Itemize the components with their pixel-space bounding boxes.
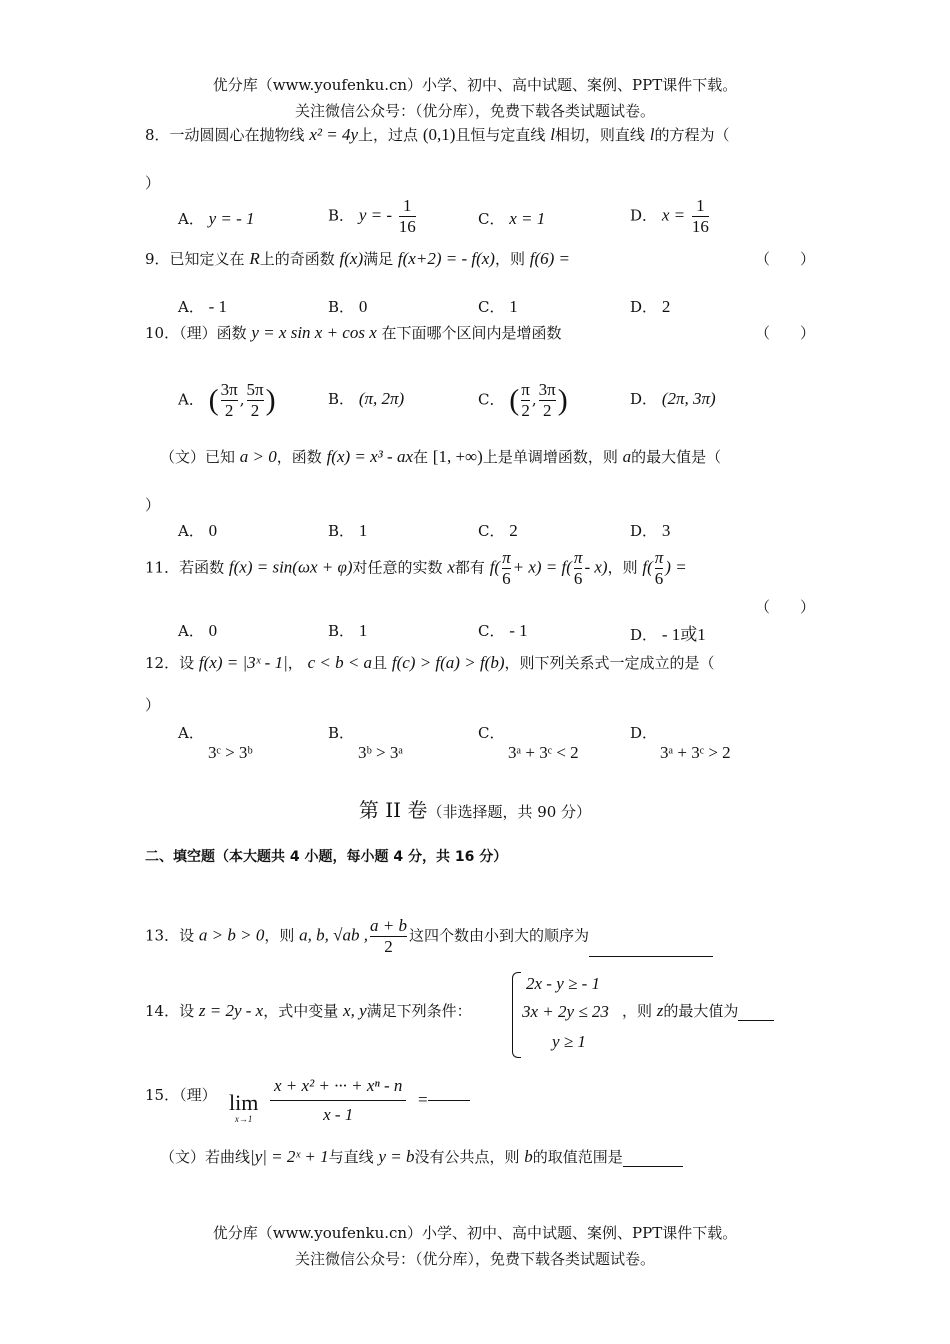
- question-9-stem: [145, 248, 570, 269]
- system-brace: [512, 972, 521, 1058]
- question-number: 9．: [145, 250, 170, 268]
- denominator: 6: [502, 569, 511, 588]
- condition: f(x+2) = - f(x): [397, 249, 495, 268]
- q8-option-a: [178, 208, 255, 229]
- footer-line-2: 关注微信公众号：（优分库），免费下载各类试题试卷。: [294, 1250, 655, 1268]
- condition: a > b > 0: [198, 925, 265, 945]
- q9-option-b: [328, 296, 367, 317]
- fraction: [399, 196, 416, 237]
- footer-line-1: 优分库（www.youfenku.cn）小学、初中、高中试题、案例、PPT课件下载。: [212, 1224, 738, 1242]
- option-value: y = - 1: [208, 209, 255, 228]
- option-label: A．: [178, 390, 204, 409]
- constraint-3: y ≥ 1: [552, 1032, 586, 1051]
- q10w-option-b: [328, 520, 367, 541]
- q11-option-a: [178, 620, 217, 641]
- q12-option-a: [178, 722, 253, 763]
- option-label: A．: [178, 622, 204, 640]
- option-label: A．: [178, 724, 204, 742]
- q10-option-a: A． ( $\frac{3\pi}{2}$ , $\frac{5\pi}{2}$ ): [178, 380, 276, 420]
- option-label: B．: [328, 390, 355, 408]
- text: 对任意的实数: [352, 558, 443, 577]
- header-line-2: 关注微信公众号：（优分库），免费下载各类试题试卷。: [294, 102, 655, 120]
- option-value: 3ᵇ > 3ᵃ: [358, 743, 403, 762]
- constraint-1: 2x - y ≥ - 1: [526, 974, 600, 993]
- option-value: - 1或1: [661, 625, 706, 644]
- option-label: D．: [630, 298, 658, 316]
- question-15-stem: [145, 1084, 217, 1105]
- option-label: C．: [478, 210, 505, 228]
- option-value: 1: [358, 621, 368, 640]
- text: 且恒与定直线: [455, 126, 546, 144]
- paren: (: [208, 383, 219, 417]
- line-l: l: [550, 125, 555, 144]
- option-label: D．: [630, 206, 658, 225]
- text: 上是单调增函数，则: [482, 448, 618, 466]
- answer-paren: （ ）: [755, 598, 816, 616]
- fraction: [270, 1076, 406, 1125]
- text: ，则: [607, 558, 638, 577]
- text: 的方程为（: [654, 126, 730, 144]
- option-value: 1: [509, 297, 518, 316]
- numerator: 1: [696, 196, 705, 215]
- option-label: C．: [478, 622, 505, 640]
- paren: ): [557, 383, 568, 417]
- option-value: (π, 2π): [358, 389, 405, 408]
- fraction: [574, 548, 583, 589]
- option-value: - 1: [509, 621, 528, 640]
- q11-option-c: [478, 620, 528, 641]
- option-value: 2: [509, 521, 518, 540]
- text: （文）已知: [160, 448, 236, 466]
- question-12-stem: [145, 652, 715, 673]
- numerator: π: [502, 548, 511, 567]
- numerator: 5π: [246, 380, 264, 399]
- option-label: C．: [478, 390, 505, 409]
- text: ，函数: [276, 448, 322, 466]
- option-label: C．: [478, 522, 505, 540]
- question-14-tail: [622, 1000, 774, 1021]
- expr: - x): [584, 557, 608, 577]
- text: 都有: [454, 558, 485, 577]
- option-label: A．: [178, 522, 204, 540]
- q9-option-c: [478, 296, 518, 317]
- function: y = x sin x + cos x: [251, 323, 377, 342]
- answer-paren: （ ）: [755, 250, 816, 268]
- text: 的最大值为: [663, 1002, 739, 1020]
- text: ，: [287, 654, 303, 672]
- option-label: A．: [178, 298, 204, 316]
- text: 相切，则直线: [554, 126, 645, 144]
- denominator: 16: [398, 217, 416, 236]
- fraction: [655, 548, 664, 589]
- option-label: B．: [328, 522, 355, 540]
- q12-close-paren: ）: [145, 696, 161, 714]
- variable: b: [524, 1147, 533, 1166]
- q12-option-d: [630, 722, 731, 763]
- section-2-heading: [0, 794, 950, 823]
- q12-option-c: [478, 722, 579, 763]
- line: y = b: [378, 1147, 415, 1166]
- q9-option-d: [630, 296, 670, 317]
- text: ，则: [622, 1002, 653, 1020]
- option-value: 3: [661, 521, 671, 540]
- option-value: y = -: [358, 205, 392, 225]
- text: 设: [179, 926, 195, 945]
- text: 且: [372, 654, 388, 672]
- option-value: 3ᶜ > 3ᵇ: [208, 743, 253, 762]
- option-value: 0: [208, 521, 218, 540]
- numerator: 3π: [538, 380, 556, 399]
- q11-option-b: [328, 620, 367, 641]
- option-value: x =: [661, 205, 686, 225]
- text: 的最大值是（: [631, 448, 722, 466]
- fraction: [370, 916, 407, 957]
- q9-option-a: [178, 296, 227, 317]
- denominator: 2: [521, 401, 530, 420]
- denominator: 2: [539, 400, 556, 421]
- objective: z = 2y - x: [198, 1001, 264, 1020]
- option-label: D．: [630, 626, 658, 644]
- text: 没有公共点，则: [414, 1148, 520, 1166]
- question-number: 13．: [145, 926, 180, 945]
- text: 上的奇函数: [259, 250, 335, 268]
- text: 在下面哪个区间内是增函数: [381, 324, 562, 342]
- text: 设: [179, 1002, 195, 1020]
- option-value: x = 1: [509, 209, 546, 228]
- constraint-2: 3x + 2y ≤ 23: [522, 1002, 609, 1021]
- fraction: [692, 196, 709, 237]
- question-number: 10．: [145, 324, 180, 342]
- expression-list: a, b, √ab ,: [299, 925, 368, 945]
- denominator: 2: [370, 936, 407, 957]
- question-11-stem: [145, 548, 687, 589]
- lim: lim: [229, 1090, 259, 1115]
- limit-fraction: [268, 1076, 408, 1125]
- text: 设: [179, 654, 195, 672]
- text: 满足下列条件：: [366, 1002, 472, 1020]
- text: 一动圆圆心在抛物线: [169, 126, 305, 144]
- interval: [1, +∞): [432, 447, 483, 466]
- numerator: π: [573, 548, 583, 567]
- numerator: a + b: [369, 916, 407, 935]
- answer-blank[interactable]: [738, 1006, 774, 1021]
- option-value: 3ᵃ + 3ᶜ < 2: [508, 743, 579, 762]
- option-label: B．: [328, 622, 355, 640]
- point: (0,1): [422, 125, 456, 144]
- function: f(x) = sin(ωx + φ): [228, 557, 353, 577]
- condition: c < b < a: [307, 653, 373, 672]
- condition: a > 0: [239, 447, 277, 466]
- text: 若函数: [179, 558, 225, 577]
- option-value: 1: [358, 521, 368, 540]
- q15-equals: [418, 1090, 470, 1110]
- fraction: [502, 548, 511, 589]
- q8-close-paren: ）: [145, 174, 161, 192]
- q10w-option-a: [178, 520, 217, 541]
- question-10-stem: [145, 322, 562, 343]
- question-8-stem: [145, 124, 729, 145]
- q10-option-b: [328, 388, 404, 409]
- question-10-wen: [160, 446, 721, 467]
- option-label: B．: [328, 206, 355, 225]
- ask: f(6) =: [529, 249, 571, 268]
- text: 在: [413, 448, 429, 466]
- parabola-equation: x² = 4y: [309, 125, 359, 144]
- fraction: [521, 380, 530, 421]
- function: f(x) = |3ˣ - 1|: [198, 653, 288, 672]
- denominator: 6: [573, 569, 583, 588]
- function: f(x): [339, 249, 364, 268]
- answer-blank[interactable]: [589, 942, 713, 957]
- variable: x: [447, 557, 455, 577]
- option-label: B．: [328, 724, 355, 742]
- q10w-option-d: [630, 520, 670, 541]
- option-value: 2: [661, 297, 671, 316]
- question-number: 15．: [145, 1086, 180, 1104]
- section-subtitle: （非选择题，共 90 分）: [427, 803, 592, 821]
- question-number: 14．: [145, 1002, 180, 1020]
- denominator: 16: [691, 217, 709, 236]
- expr: + x) = f(: [512, 557, 572, 577]
- option-label: A．: [178, 210, 204, 228]
- numerator: 1: [403, 196, 412, 215]
- line-l: l: [649, 125, 655, 144]
- denominator: 2: [221, 400, 238, 421]
- question-14-stem: [145, 1000, 472, 1021]
- text: ，则: [494, 250, 525, 268]
- text: （文）若曲线: [160, 1148, 251, 1166]
- numerator: 3π: [220, 380, 238, 399]
- text: 这四个数由小到大的顺序为: [408, 926, 589, 945]
- q8-option-b: [328, 196, 418, 237]
- curve: |y| = 2ˣ + 1: [250, 1147, 329, 1166]
- option-label: D．: [630, 724, 658, 742]
- question-number: 8．: [145, 126, 170, 144]
- option-label: C．: [478, 724, 505, 742]
- q10w-option-c: [478, 520, 518, 541]
- text: （理）: [179, 1086, 217, 1104]
- option-value: 3ᵃ + 3ᶜ > 2: [660, 743, 731, 762]
- numerator: π: [521, 380, 530, 399]
- variable: z: [656, 1001, 664, 1020]
- answer-paren: （ ）: [755, 324, 816, 342]
- condition: f(c) > f(a) > f(b): [391, 653, 505, 672]
- variable: a: [622, 447, 632, 466]
- text: 已知定义在: [169, 250, 245, 268]
- option-label: B．: [328, 298, 355, 316]
- fraction: [539, 380, 556, 421]
- question-number: 11．: [145, 558, 180, 577]
- q12-option-b: [328, 722, 403, 763]
- option-value: 0: [208, 621, 218, 640]
- text: 的取值范围是: [532, 1148, 623, 1166]
- question-13-stem: [145, 916, 713, 957]
- expr: f(: [642, 557, 653, 577]
- text: ，式中变量: [263, 1002, 339, 1020]
- q8-option-d: [630, 196, 711, 237]
- option-value: 0: [358, 297, 368, 316]
- q10-option-c: C． ( $\frac{\pi}{2}$ , $\frac{3\pi}{2}$ ): [478, 380, 568, 420]
- text: ，则: [264, 926, 295, 945]
- expr: ) =: [665, 557, 687, 577]
- fraction: [247, 380, 264, 421]
- variables: x, y: [343, 1001, 367, 1020]
- paren: (: [509, 383, 520, 417]
- option-value: - 1: [208, 297, 228, 316]
- option-label: C．: [478, 298, 505, 316]
- option-label: D．: [630, 522, 658, 540]
- fraction: [221, 380, 238, 421]
- set-r: R: [249, 249, 260, 268]
- denominator: 6: [654, 569, 664, 588]
- limit-operator: [229, 1092, 258, 1124]
- q10-wen-close: ）: [145, 496, 161, 514]
- q11-option-d: [630, 620, 706, 645]
- equals: =: [418, 1090, 428, 1109]
- option-value: (2π, 3π): [661, 389, 716, 408]
- numerator: x + x² + ··· + xⁿ - n: [274, 1076, 403, 1095]
- text: 上，过点: [358, 126, 419, 144]
- header-line-1: 优分库（www.youfenku.cn）小学、初中、高中试题、案例、PPT课件下载。: [212, 76, 738, 94]
- lim-subscript: x→1: [234, 1114, 253, 1124]
- fill-section-title: 二、填空题（本大题共 4 小题，每小题 4 分，共 16 分）: [145, 849, 508, 865]
- text: 满足: [363, 250, 394, 268]
- text: ，则下列关系式一定成立的是（: [504, 654, 715, 672]
- answer-blank[interactable]: [623, 1152, 683, 1167]
- denominator: 2: [247, 400, 264, 421]
- denominator: x - 1: [270, 1100, 406, 1125]
- q10-option-d: [630, 388, 716, 409]
- paren: ): [265, 383, 276, 417]
- question-number: 12．: [145, 654, 180, 672]
- function: f(x) = x³ - ax: [326, 447, 413, 466]
- expr: f(: [489, 557, 501, 577]
- option-label: D．: [630, 390, 658, 408]
- question-15-wen: [160, 1146, 683, 1167]
- section-title: 第 II 卷: [358, 798, 428, 822]
- q8-option-c: [478, 208, 545, 229]
- answer-blank[interactable]: [428, 1090, 470, 1101]
- text: 与直线: [328, 1148, 374, 1166]
- text: （理）函数: [179, 324, 247, 342]
- numerator: π: [654, 548, 664, 567]
